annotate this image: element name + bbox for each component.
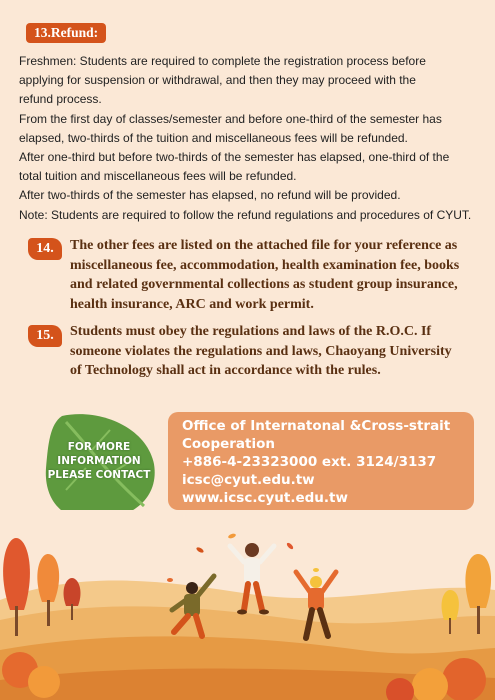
section-13-line: After two-thirds of the semester has elapsed, no refund will be provided.: [19, 188, 401, 203]
item-15-text: [70, 322, 488, 381]
section-13-line: applying for suspension or withdrawal, and then they may proceed with the: [19, 73, 416, 88]
item-15-line: Students must obey the regulations and laws of the R.O.C. If: [70, 324, 432, 339]
item-15-badge: 15.: [28, 325, 62, 347]
contact-office-line: Cooperation: [182, 436, 276, 452]
contact-office-line: Office of Internatonal &Cross-strait: [182, 418, 451, 434]
more-info-line: INFORMATION: [57, 455, 141, 467]
autumn-scene-illustration: [0, 510, 495, 700]
item-14-line: miscellaneous fee, accommodation, health examination fee, books: [70, 257, 460, 273]
section-13-badge: 13.Refund:: [26, 23, 106, 43]
item-14-line: The other fees are listed on the attached file for your reference as: [70, 238, 458, 253]
section-13-line: total tuition and miscellaneous fees will be refunded.: [19, 169, 297, 184]
contact-details: [182, 417, 472, 507]
section-13-line: Freshmen: Students are required to complete the registration process before: [19, 54, 426, 68]
section-13-line: elapsed, two-thirds of the tuition and miscellaneous fees will be refunded.: [19, 130, 408, 145]
contact-email-link[interactable]: icsc@cyut.edu.tw: [182, 472, 315, 488]
item-14-badge: 14.: [28, 238, 62, 260]
item-15-line: someone violates the regulations and laws, Chaoyang University: [70, 343, 452, 359]
contact-website-link[interactable]: www.icsc.cyut.edu.tw: [182, 490, 348, 506]
section-13-line: After one-third but before two-thirds of the semester has elapsed, one-third of the: [19, 150, 450, 165]
item-15-line: of Technology shall act in accordance with the rules.: [70, 363, 381, 378]
more-info-label: [44, 440, 154, 482]
more-info-line: PLEASE CONTACT: [47, 469, 151, 481]
section-13-line: refund process.: [19, 92, 102, 107]
more-info-line: FOR MORE: [67, 441, 131, 453]
section-13-body: [19, 52, 487, 225]
section-13-line: Note: Students are required to follow the refund regulations and procedures of CYUT.: [19, 207, 472, 222]
item-14-text: [70, 236, 488, 314]
contact-phone: +886-4-23323000 ext. 3124/3137: [182, 454, 437, 470]
section-13-line: From the first day of classes/semester and before one-third of the semester has: [19, 111, 442, 126]
item-14-line: and related governmental collections as student group insurance,: [70, 277, 458, 292]
item-14-line: health insurance, ARC and work permit.: [70, 296, 314, 312]
